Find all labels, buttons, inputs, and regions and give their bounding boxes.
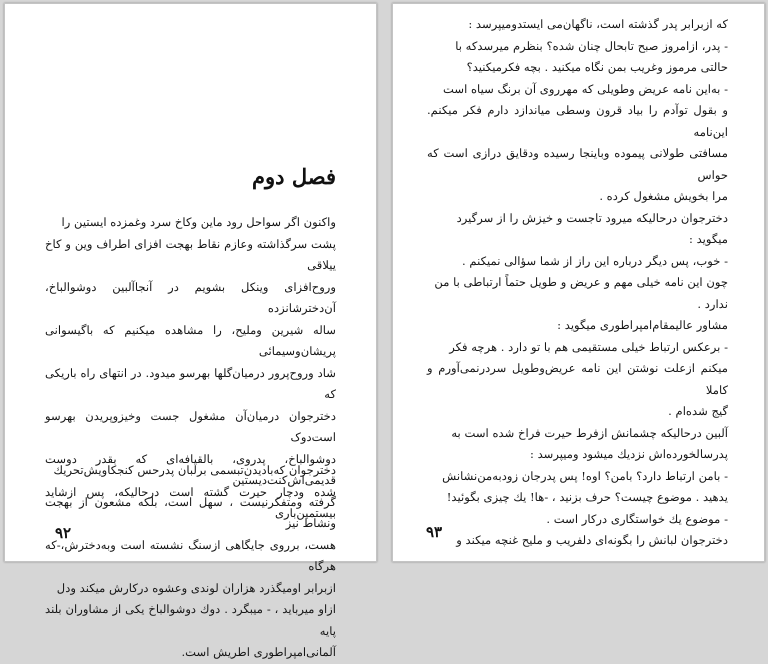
text-line: - بامن ارتباط دارد؟ بامن؟ اوه! پس پدرجان زودبه‌من‌نشانش (442, 468, 728, 483)
text-line: - پدر، ازامروز صبح تابحال چنان شده؟ بنظرم میرسدکه با (455, 38, 728, 53)
text-line: مسافتی طولانی پیموده وباینجا رسیده ودقایق درازی است که حواس (427, 146, 728, 182)
text-line: شده ودچار حیرت گشته است درحالیکه، پس ازشاید بیستمین‌باری (45, 484, 336, 520)
right-page-text (427, 14, 728, 552)
text-line: و بقول توآدم را بیاد قرون وسطی میاندازد دارم فکر میکنم. این‌نامه (427, 103, 728, 139)
text-line: ازاو میرباید ، - میبگرد . دوك دوشوالباخ یکی از مشاوران بلند پایه (45, 602, 336, 638)
paragraph-2 (45, 460, 336, 525)
right-page (392, 3, 765, 562)
text-line: پدرسالخورده‌اش نزدیك میشود ومیپرسد : (529, 447, 728, 461)
text-line: دخترجوان درمیان‌آن مشغول جست وخیزوپریدن بهرسو است‌دوک (45, 408, 336, 444)
text-line: چون این نامه خیلی مهم و عریض و طویل حتماً ارتباطی با من (434, 275, 728, 289)
text-line: که ازبرابر پدر گذشته است، ناگهان‌می ایستدومیپرسد : (468, 17, 728, 31)
paragraph-1 (45, 212, 336, 664)
text-line: میگوید : (688, 232, 728, 246)
text-line: هست، برروی جایگاهی ازسنگ نشسته است وبه‌دخترش،-که هرگاه (45, 537, 336, 573)
left-page (4, 3, 377, 659)
text-line: ازبرابر اومیگذرد هزاران لوندی وعشوه درکارش میکند ودل (56, 580, 336, 595)
text-line: دوشوالباخ، پدروی، بالقیافه‌ای که بقدر دوست قدیمی‌اش‌کنت‌دیستین (45, 451, 336, 487)
text-line: وروح‌افزای وینکل بشویم در آنجاآلبین دوشوالباخ، آن‌دخترشانزده (45, 279, 336, 315)
text-line: میکنم ازعلت نوشتن این نامه عریض‌وطویل سردرنمی‌آورم و کاملا (427, 361, 728, 397)
text-line: واکنون اگر سواحل رود ماین وکاخ سرد وغمزده ایستین را (61, 215, 336, 229)
text-line: مشاور عالیمقام‌امپراطوری میگوید : (557, 318, 728, 332)
text-line: مرا بخویش مشغول کرده . (599, 189, 728, 203)
text-line: - به‌این نامه عریض وطویلی که مهرروی آن برنگ سیاه است (442, 81, 728, 96)
chapter-title: فصل دوم (252, 164, 336, 189)
text-line: ساله شیرین وملیح، را مشاهده میکنیم که باگیسوانی پریشان‌وسیمائی (45, 322, 336, 358)
text-line: - برعکس ارتباط خیلی مستقیمی هم با تو دارد . هرچه فکر (449, 339, 728, 354)
text-line: دخترجوان که‌بادیدن‌تبسمی برلبان پدرحس کنجکاویش‌تحریك (53, 463, 336, 477)
page-number-right: ۹۳ (426, 523, 443, 541)
text-line: آلبین درحالیکه چشمانش ازفرط حیرت فراخ شده است به (451, 425, 728, 440)
text-line: ندارد . (697, 296, 728, 311)
text-line: یدهید . موضوع چیست؟ حرف بزنید ، -ها! یك چیزی بگوئید! (446, 490, 728, 504)
text-line: پشت سرگذاشته وعازم نقاط بهجت افزای اطراف وین و کاخ ییلاقی (45, 236, 336, 272)
text-line: - موضوع یك خواستگاری درکار است . (546, 511, 728, 526)
text-line: شاد وروح‌پرور درمیان‌گلها بهرسو میدود. در انتهای راه باریکی که (45, 365, 336, 401)
text-line: دخترجوان لبانش را بگونه‌ای دلفریب و ملیح غنچه میکند و (456, 533, 728, 547)
text-line: حالتی مرموز وغریب بمن نگاه میکنید . بچه فکرمیکنید؟ (466, 60, 728, 74)
text-line: دخترجوان درحالیکه میرود تاجست و خیزش را از سرگیرد (456, 210, 728, 225)
text-line: - خوب، پس دیگر درباره این راز از شما سؤالی نمیکنم . (462, 253, 728, 268)
text-line: آلمانی‌امپراطوری اطریش است. (181, 645, 336, 659)
text-line: گیج شده‌ام . (668, 404, 728, 418)
page-number-left: ۹۲ (55, 524, 72, 542)
text-line: گرفته ومتفکرنیست ، سهل است، بلکه مشعون از بهجت ونشاط نیز (45, 494, 336, 530)
